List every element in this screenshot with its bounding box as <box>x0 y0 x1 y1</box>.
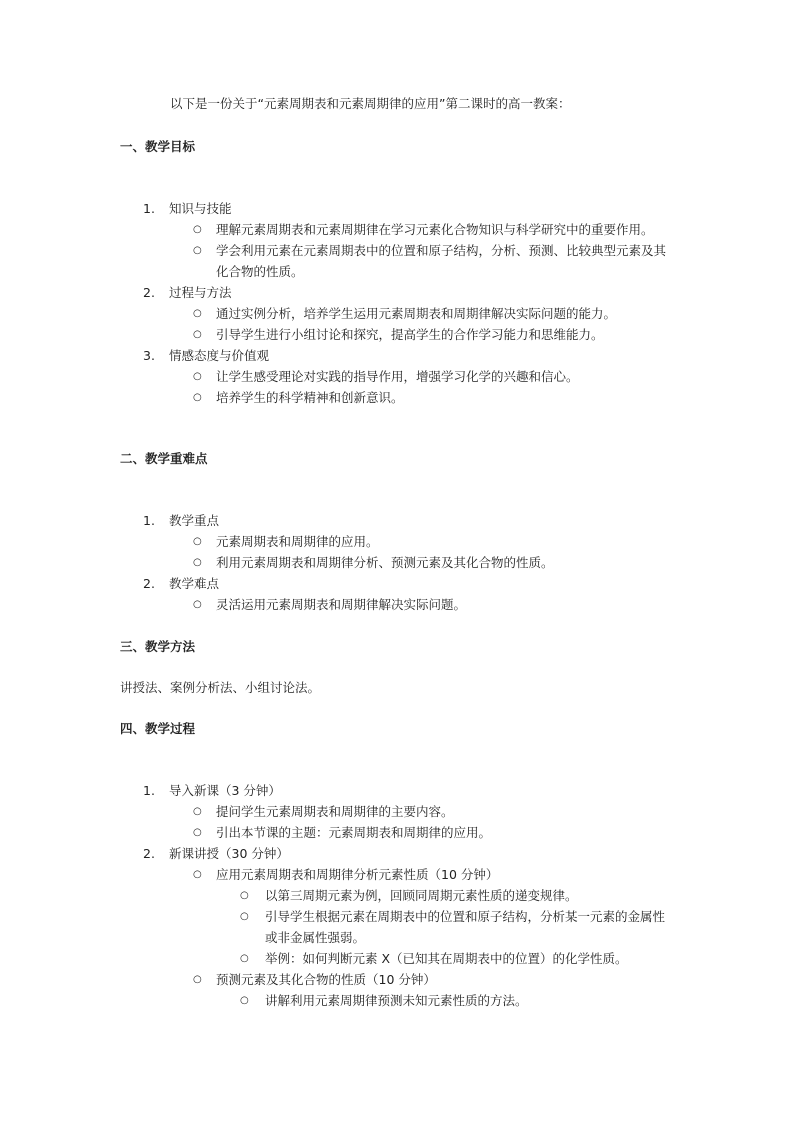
bullet-item <box>0 240 794 282</box>
sub-bullet-text: 讲解利用元素周期律预测未知元素性质的方法。 <box>265 993 528 1008</box>
sub-bullet-item <box>0 990 794 1011</box>
bullet-text: 元素周期表和周期律的应用。 <box>216 534 379 549</box>
bullet-item <box>0 387 794 408</box>
bullet-circle-icon: ○ <box>240 890 249 901</box>
bullet-circle-icon: ○ <box>193 371 202 382</box>
bullet-item <box>0 531 794 552</box>
bullet-text: 引出本节课的主题：元素周期表和周期律的应用。 <box>216 825 492 840</box>
bullet-circle-icon: ○ <box>240 953 249 964</box>
sub-bullet-text: 引导学生根据元素在周期表中的位置和原子结构，分析某一元素的金属性或非金属性强弱。 <box>265 909 666 945</box>
bullet-text: 理解元素周期表和元素周期律在学习元素化合物知识与科学研究中的重要作用。 <box>216 222 654 237</box>
list-item <box>0 282 794 303</box>
bullet-item <box>0 303 794 324</box>
list-item <box>0 843 794 864</box>
list-item-label: 新课讲授（30 分钟） <box>169 846 289 861</box>
bullet-item <box>0 864 794 885</box>
list-number: 1. <box>143 783 155 798</box>
sub-bullet-item <box>0 906 794 948</box>
list-number: 1. <box>143 513 155 528</box>
bullet-item <box>0 552 794 573</box>
bullet-circle-icon: ○ <box>193 392 202 403</box>
list-item-label: 教学重点 <box>169 513 220 528</box>
bullet-item <box>0 219 794 240</box>
key-points-list <box>0 510 794 615</box>
bullet-circle-icon: ○ <box>193 869 202 880</box>
list-item-label: 过程与方法 <box>169 285 232 300</box>
list-item <box>0 198 794 219</box>
sub-bullet-item <box>0 948 794 969</box>
bullet-text: 引导学生进行小组讨论和探究，提高学生的合作学习能力和思维能力。 <box>216 327 604 342</box>
sub-bullet-item <box>0 885 794 906</box>
bullet-circle-icon: ○ <box>193 308 202 319</box>
bullet-item <box>0 324 794 345</box>
bullet-circle-icon: ○ <box>193 536 202 547</box>
list-item <box>0 345 794 366</box>
list-number: 1. <box>143 201 155 216</box>
bullet-text: 学会利用元素在元素周期表中的位置和原子结构，分析、预测、比较典型元素及其化合物的性质。 <box>216 243 667 279</box>
sub-bullet-text: 以第三周期元素为例，回顾同周期元素性质的递变规律。 <box>265 888 578 903</box>
objectives-list <box>0 198 794 408</box>
bullet-item <box>0 594 794 615</box>
section-heading-methods: 三、教学方法 <box>120 639 196 654</box>
bullet-item <box>0 822 794 843</box>
bullet-text: 预测元素及其化合物的性质（10 分钟） <box>216 972 436 987</box>
section-heading-process: 四、教学过程 <box>120 721 196 736</box>
intro-text: 以下是一份关于“元素周期表和元素周期律的应用”第二课时的高一教案： <box>170 96 571 111</box>
section-heading-objectives: 一、教学目标 <box>120 139 196 154</box>
bullet-circle-icon: ○ <box>240 911 249 922</box>
bullet-text: 灵活运用元素周期表和周期律解决实际问题。 <box>216 597 467 612</box>
bullet-text: 让学生感受理论对实践的指导作用，增强学习化学的兴趣和信心。 <box>216 369 579 384</box>
bullet-text: 利用元素周期表和周期律分析、预测元素及其化合物的性质。 <box>216 555 554 570</box>
bullet-circle-icon: ○ <box>193 557 202 568</box>
bullet-item <box>0 969 794 990</box>
bullet-circle-icon: ○ <box>193 599 202 610</box>
list-number: 3. <box>143 348 155 363</box>
bullet-item <box>0 366 794 387</box>
bullet-circle-icon: ○ <box>193 245 202 256</box>
list-item-label: 情感态度与价值观 <box>169 348 270 363</box>
list-number: 2. <box>143 285 155 300</box>
bullet-item <box>0 801 794 822</box>
sub-bullet-text: 举例：如何判断元素 X（已知其在周期表中的位置）的化学性质。 <box>265 951 628 966</box>
list-item-label: 导入新课（3 分钟） <box>169 783 281 798</box>
bullet-text: 通过实例分析，培养学生运用元素周期表和周期律解决实际问题的能力。 <box>216 306 617 321</box>
list-item-label: 教学难点 <box>169 576 220 591</box>
list-number: 2. <box>143 576 155 591</box>
bullet-text: 培养学生的科学精神和创新意识。 <box>216 390 404 405</box>
bullet-circle-icon: ○ <box>193 827 202 838</box>
list-item <box>0 780 794 801</box>
process-list <box>0 780 794 1011</box>
methods-text: 讲授法、案例分析法、小组讨论法。 <box>120 680 321 695</box>
list-number: 2. <box>143 846 155 861</box>
bullet-circle-icon: ○ <box>193 224 202 235</box>
bullet-circle-icon: ○ <box>193 329 202 340</box>
list-item <box>0 573 794 594</box>
bullet-circle-icon: ○ <box>240 995 249 1006</box>
bullet-text: 应用元素周期表和周期律分析元素性质（10 分钟） <box>216 867 499 882</box>
bullet-text: 提问学生元素周期表和周期律的主要内容。 <box>216 804 454 819</box>
list-item <box>0 510 794 531</box>
bullet-circle-icon: ○ <box>193 806 202 817</box>
bullet-circle-icon: ○ <box>193 974 202 985</box>
list-item-label: 知识与技能 <box>169 201 232 216</box>
section-heading-key-points: 二、教学重难点 <box>120 451 208 466</box>
